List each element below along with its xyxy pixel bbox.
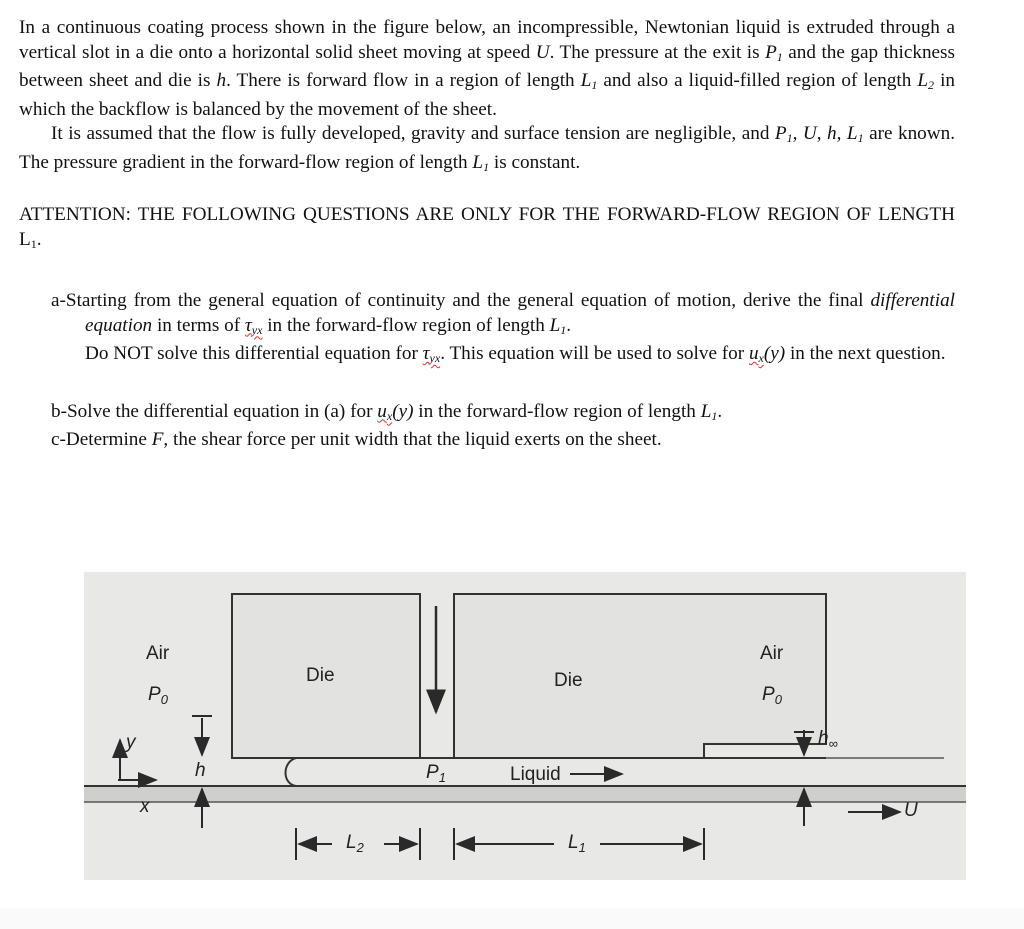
problem-paragraph-2: It is assumed that the flow is fully developed, gravity and surface tension are negligible, and $P_1$, U, h, $L_1$ are known. The pressure gradient in the forward-flow region of length $L_1$ is constant. (19, 123, 956, 174)
exit-pressure-label: $P_1$ (426, 762, 446, 785)
liquid-label: Liquid (510, 764, 561, 785)
ambient-pressure-left: $P_0$ (148, 684, 168, 707)
film-thickness-label: $h_\infty$ (818, 728, 838, 751)
ambient-pressure-right: $P_0$ (762, 684, 782, 707)
left-meniscus (286, 758, 297, 786)
problem-paragraph-1: In a continuous coating process shown in the figure below, an incompressible, Newtonian liquid is extruded through a vertical slot in a die onto a horizontal solid sheet moving at speed U. The pressure at the exit is $P_1$ and the gap thickness between sheet and die is h. There is forward flow in a region of length $L_1$ and also a liquid-filled region of length $L_2$ in which the backflow is balanced by the movement of the sheet. (19, 17, 956, 120)
die-right-label: Die (554, 670, 583, 691)
attention-note: ATTENTION: THE FOLLOWING QUESTIONS ARE ONLY FOR THE FORWARD-FLOW REGION OF LENGTH $L_1$. (19, 204, 955, 251)
problem-document (19, 16, 955, 453)
page-bottom-strip (0, 908, 1024, 929)
air-left-label: Air (146, 643, 170, 664)
coating-process-figure (84, 572, 966, 880)
question-c: c-Determine F, the shear force per unit width that the liquid exerts on the sheet. (51, 429, 662, 450)
air-right-label: Air (760, 643, 784, 664)
y-axis-label: y (126, 732, 136, 753)
x-axis-label: x (140, 796, 150, 817)
die-left-label: Die (306, 665, 335, 686)
question-b: b-Solve the differential equation in (a) for $u_x(y)$ in the forward-flow region of length $L_1$. (51, 400, 723, 423)
moving-sheet (84, 786, 966, 802)
right-die-block (454, 594, 826, 758)
figure-drawing (84, 572, 966, 880)
sheet-speed-label: U (904, 800, 918, 821)
l1-label: $L_1$ (568, 832, 586, 855)
gap-h-label: h (195, 760, 206, 781)
l2-label: $L_2$ (346, 832, 364, 855)
question-a: a-Starting from the general equation of continuity and the general equation of motion, derive the final differential equation in terms of $\tau_{yx}$ in the forward-flow region of length $L_1$. Do NOT solve this differential equation for $\tau_{yx}$. This equation will be used to solve for $u_x(y)$ in the next question. (51, 290, 955, 365)
